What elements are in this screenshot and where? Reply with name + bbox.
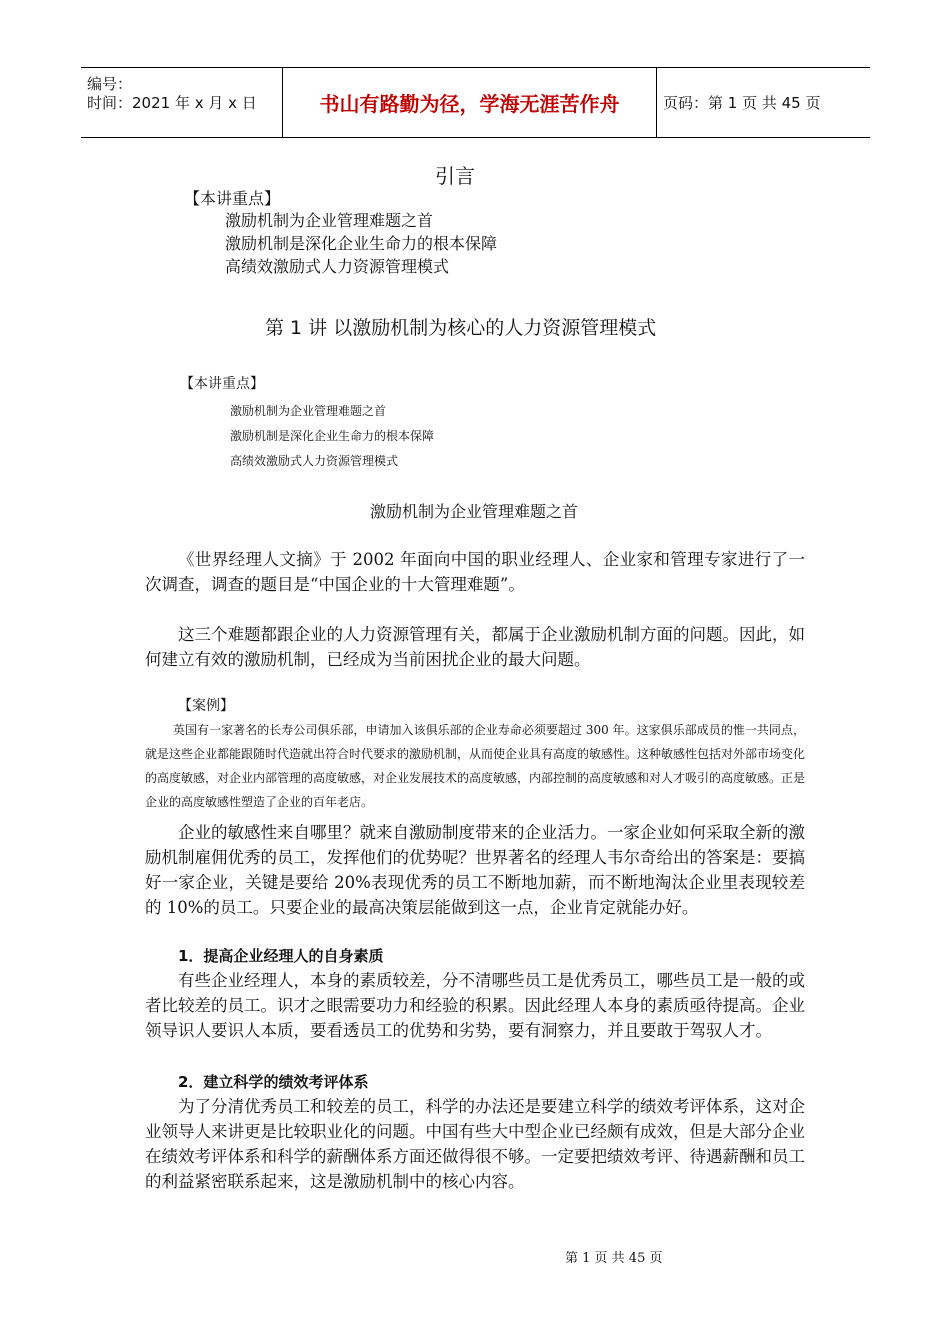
document-header [81, 67, 870, 138]
lecture-point: 激励机制是深化企业生命力的根本保障 [230, 429, 435, 443]
subsection-title: 2．建立科学的绩效考评体系 [178, 1073, 369, 1091]
paragraph: 为了分清优秀员工和较差的员工，科学的办法还是要建立科学的绩效考评体系，这对企业领导人来讲更是比较职业化的问题。中国有些大中型企业已经颇有成效，但是大部分企业在绩效考评体系和科学的薪酬体系方面还做得很不够。一定要把绩效考评、待遇薪酬和员工的利益紧密联系起来，这是激励机制中的核心内容。 [145, 1097, 805, 1191]
lecture-focus-label: 【本讲重点】 [180, 376, 264, 392]
footer-page-number: 第 1 页 共 45 页 [565, 1251, 663, 1266]
lecture-point: 高绩效激励式人力资源管理模式 [230, 454, 399, 468]
paragraph: 有些企业经理人，本身的素质较差，分不清哪些员工是优秀员工，哪些员工是一般的或者比较差的员工。识才之眼需要功力和经验的积累。因此经理人本身的素质亟待提高。企业领导识人要识人本质，要看透员工的优势和劣势，要有洞察力，并且要敢于驾驭人才。 [145, 971, 805, 1040]
time-label: 时间：2021 年 x 月 x 日 [87, 94, 257, 112]
intro-point: 激励机制是深化企业生命力的根本保障 [225, 234, 498, 253]
case-text: 英国有一家著名的长寿公司俱乐部，申请加入该俱乐部的企业寿命必须要超过 300 年。这家俱乐部成员的惟一共同点，就是这些企业都能跟随时代造就出符合时代要求的激励机制，从而使企业具有高度的敏感性。这种敏感性包括对外部市场变化的高度敏感，对企业内部管理的高度敏感，对企业发展技术的高度敏感，内部控制的高度敏感和对人才吸引的高度敏感。正是企业的高度敏感性塑造了企业的百年老店。 [145, 723, 806, 809]
serial-label: 编号： [87, 75, 133, 93]
header-motto-cell [283, 68, 657, 137]
subsection-title: 1．提高企业经理人的自身素质 [178, 947, 384, 965]
section-title: 激励机制为企业管理难题之首 [370, 502, 579, 521]
motto: 书山有路勤为径，学海无涯苦作舟 [319, 92, 620, 116]
paragraph: 这三个难题都跟企业的人力资源管理有关，都属于企业激励机制方面的问题。因此，如何建立有效的激励机制，已经成为当前困扰企业的最大问题。 [145, 625, 805, 669]
case-label: 【案例】 [178, 698, 234, 714]
intro-point: 激励机制为企业管理难题之首 [225, 211, 434, 230]
lecture-title: 第 1 讲 以激励机制为核心的人力资源管理模式 [265, 317, 657, 339]
lecture-point: 激励机制为企业管理难题之首 [230, 404, 387, 418]
intro-title: 引言 [435, 164, 475, 188]
header-page-info: 页码：第 1 页 共 45 页 [663, 94, 821, 112]
header-page-cell [657, 68, 870, 137]
paragraph: 企业的敏感性来自哪里？就来自激励制度带来的企业活力。一家企业如何采取全新的激励机制雇佣优秀的员工，发挥他们的优势呢？世界著名的经理人韦尔奇给出的答案是：要搞好一家企业，关键是要给 20%表现优秀的员工不断地加薪，而不断地淘汰企业里表现较差的 10%的员工。只要企业的最高决策层能做到这一点，企业肯定就能办好。 [145, 823, 805, 917]
intro-focus-label: 【本讲重点】 [184, 189, 281, 208]
header-meta-cell [81, 68, 283, 137]
intro-point: 高绩效激励式人力资源管理模式 [225, 257, 450, 276]
paragraph: 《世界经理人文摘》于 2002 年面向中国的职业经理人、企业家和管理专家进行了一次调查，调查的题目是“中国企业的十大管理难题”。 [145, 550, 805, 594]
